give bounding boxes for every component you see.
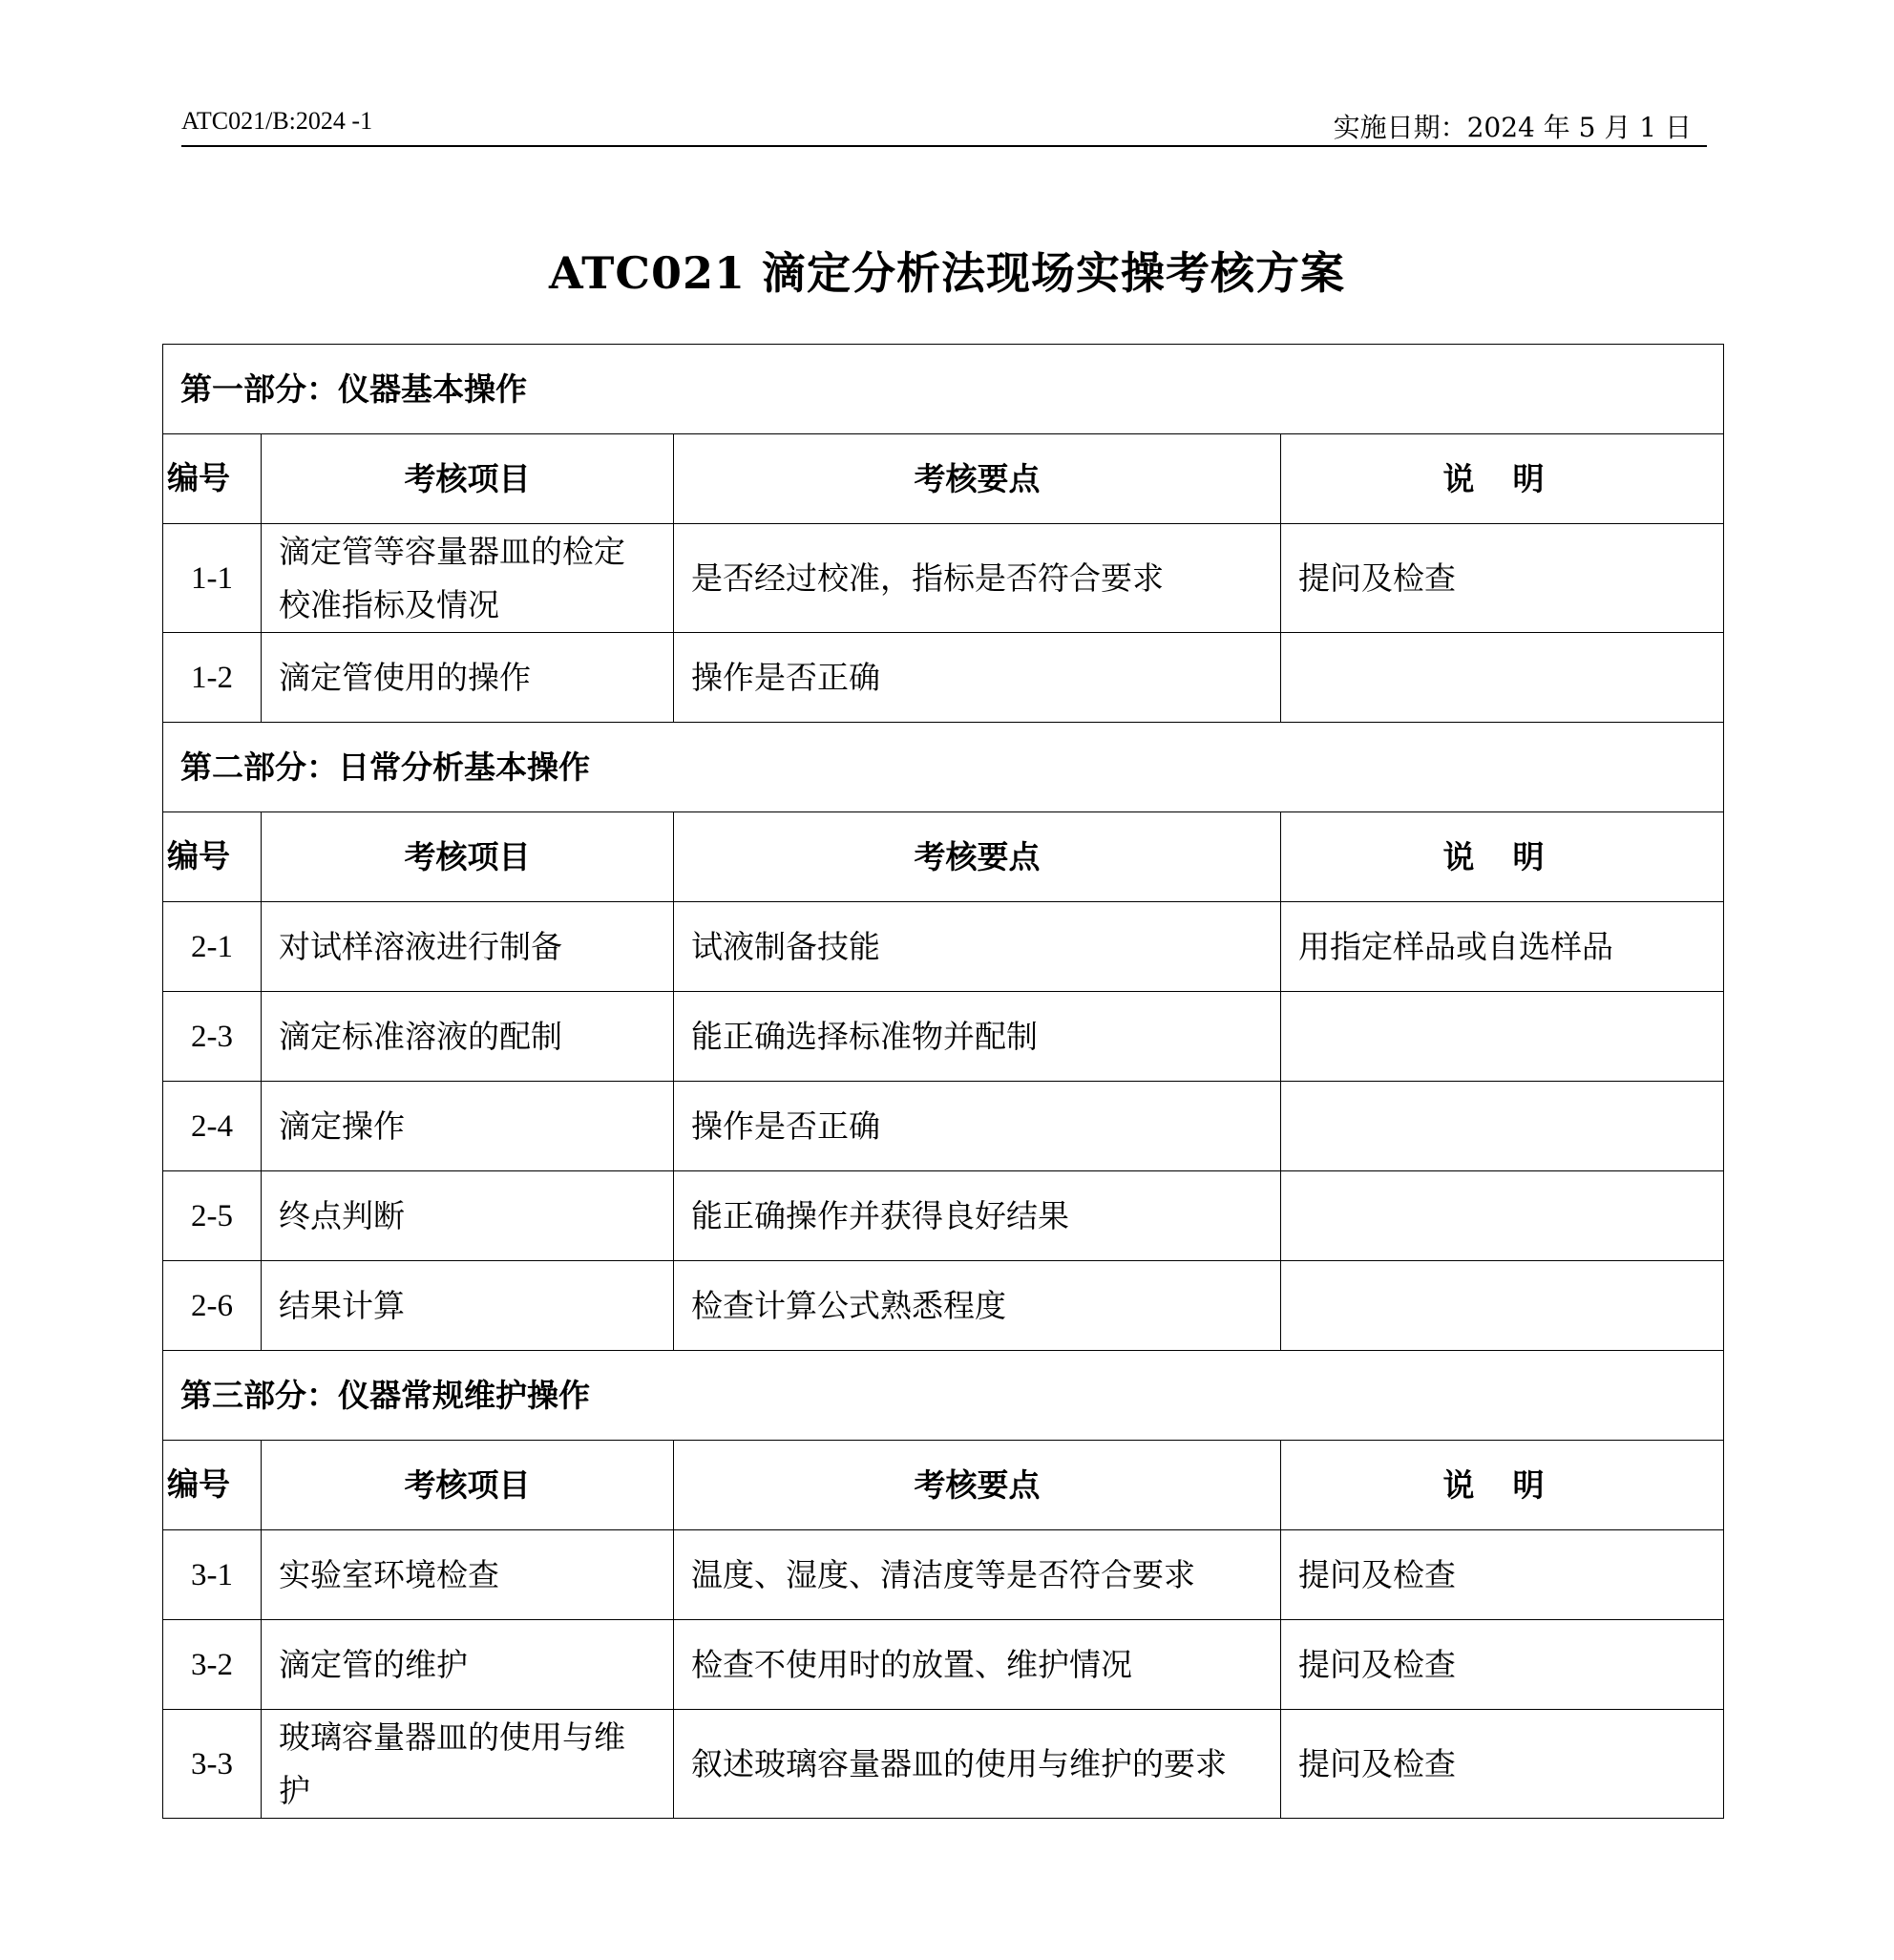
- cell-point: 检查计算公式熟悉程度: [674, 1261, 1281, 1351]
- cell-num: 2-6: [163, 1261, 262, 1351]
- cell-item: 滴定管的维护: [262, 1620, 674, 1710]
- col-header-note: 说明: [1281, 1441, 1724, 1530]
- cell-num: 2-5: [163, 1171, 262, 1261]
- cell-item: 对试样溶液进行制备: [262, 902, 674, 992]
- cell-note: 提问及检查: [1281, 1620, 1724, 1710]
- cell-item: 滴定管等容量器皿的检定校准指标及情况: [262, 524, 674, 633]
- cell-point: 操作是否正确: [674, 1082, 1281, 1171]
- table-header-row: [163, 434, 1724, 524]
- cell-point: 试液制备技能: [674, 902, 1281, 992]
- section-row: [163, 1351, 1724, 1441]
- cell-point: 操作是否正确: [674, 633, 1281, 723]
- table-row: [163, 902, 1724, 992]
- cell-item: 滴定操作: [262, 1082, 674, 1171]
- table-header-row: [163, 1441, 1724, 1530]
- document-code: ATC021/B:2024 -1: [181, 107, 373, 135]
- document-title: ATC021 滴定分析法现场实操考核方案: [548, 247, 1346, 299]
- cell-item: 玻璃容量器皿的使用与维护: [262, 1710, 674, 1819]
- cell-num: 2-1: [163, 902, 262, 992]
- cell-note: [1281, 1082, 1724, 1171]
- cell-point: 能正确操作并获得良好结果: [674, 1171, 1281, 1261]
- cell-point: 能正确选择标准物并配制: [674, 992, 1281, 1082]
- table-row: [163, 1710, 1724, 1819]
- table-row: [163, 992, 1724, 1082]
- cell-num: 3-1: [163, 1530, 262, 1620]
- col-header-num: 编号: [163, 1441, 262, 1530]
- col-header-item: 考核项目: [262, 812, 674, 902]
- cell-note: 提问及检查: [1281, 524, 1724, 633]
- cell-point: 是否经过校准，指标是否符合要求: [674, 524, 1281, 633]
- cell-item: 实验室环境检查: [262, 1530, 674, 1620]
- cell-num: 1-1: [163, 524, 262, 633]
- section-title: 第三部分：仪器常规维护操作: [163, 1351, 1724, 1441]
- cell-num: 3-3: [163, 1710, 262, 1819]
- table-row: [163, 633, 1724, 723]
- table-row: [163, 1620, 1724, 1710]
- cell-note: [1281, 992, 1724, 1082]
- assessment-table: [162, 344, 1724, 1819]
- table-row: [163, 1261, 1724, 1351]
- cell-note: [1281, 633, 1724, 723]
- effective-date: 实施日期：2024 年 5 月 1 日: [1333, 112, 1692, 143]
- table-row: [163, 524, 1724, 633]
- table-header-row: [163, 812, 1724, 902]
- cell-item: 结果计算: [262, 1261, 674, 1351]
- table-row: [163, 1082, 1724, 1171]
- table-row: [163, 1530, 1724, 1620]
- col-header-item: 考核项目: [262, 434, 674, 524]
- cell-item: 滴定标准溶液的配制: [262, 992, 674, 1082]
- section-row: [163, 345, 1724, 434]
- cell-point: 叙述玻璃容量器皿的使用与维护的要求: [674, 1710, 1281, 1819]
- section-title: 第二部分：日常分析基本操作: [163, 723, 1724, 812]
- cell-note: 用指定样品或自选样品: [1281, 902, 1724, 992]
- cell-item: 终点判断: [262, 1171, 674, 1261]
- cell-num: 2-4: [163, 1082, 262, 1171]
- cell-note: 提问及检查: [1281, 1710, 1724, 1819]
- section-row: [163, 723, 1724, 812]
- cell-num: 3-2: [163, 1620, 262, 1710]
- col-header-num: 编号: [163, 434, 262, 524]
- page-header: [181, 103, 1707, 147]
- col-header-point: 考核要点: [674, 434, 1281, 524]
- cell-note: [1281, 1261, 1724, 1351]
- col-header-item: 考核项目: [262, 1441, 674, 1530]
- table-row: [163, 1171, 1724, 1261]
- cell-num: 1-2: [163, 633, 262, 723]
- cell-note: 提问及检查: [1281, 1530, 1724, 1620]
- cell-item: 滴定管使用的操作: [262, 633, 674, 723]
- cell-point: 温度、湿度、清洁度等是否符合要求: [674, 1530, 1281, 1620]
- cell-note: [1281, 1171, 1724, 1261]
- col-header-num: 编号: [163, 812, 262, 902]
- col-header-note: 说明: [1281, 434, 1724, 524]
- col-header-note: 说明: [1281, 812, 1724, 902]
- cell-num: 2-3: [163, 992, 262, 1082]
- col-header-point: 考核要点: [674, 1441, 1281, 1530]
- col-header-point: 考核要点: [674, 812, 1281, 902]
- cell-point: 检查不使用时的放置、维护情况: [674, 1620, 1281, 1710]
- section-title: 第一部分：仪器基本操作: [163, 345, 1724, 434]
